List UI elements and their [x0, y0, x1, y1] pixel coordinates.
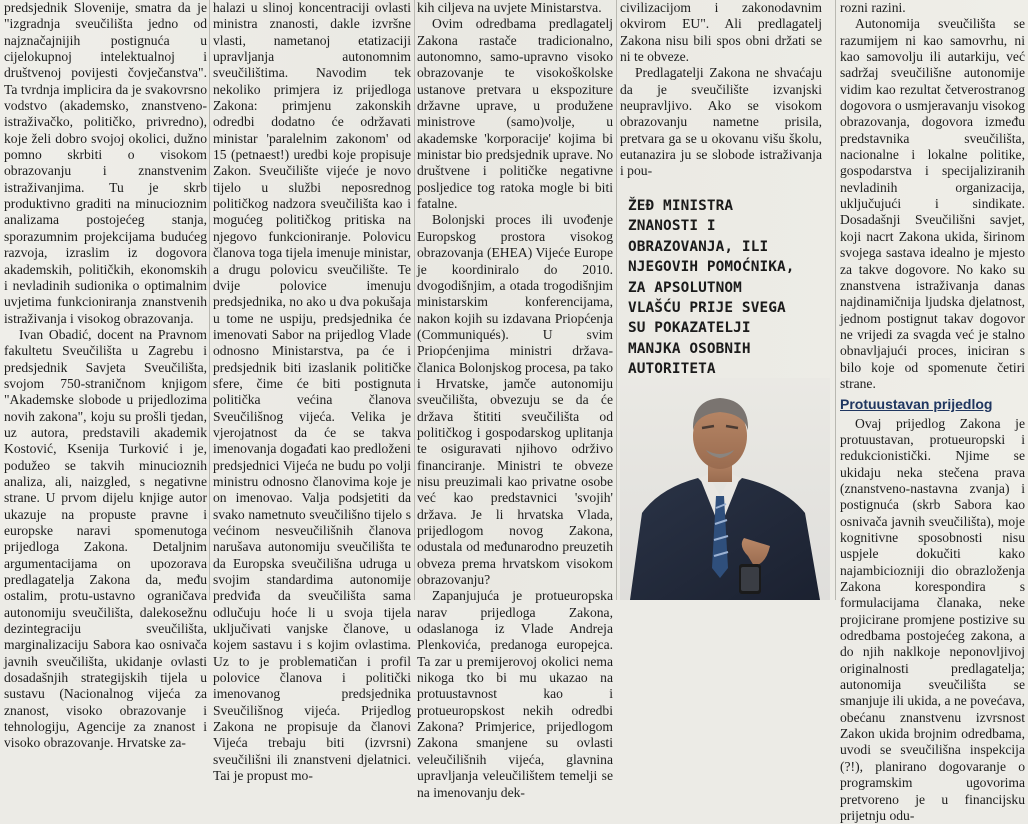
paragraph: rozni razini. — [840, 0, 906, 15]
column-divider — [414, 0, 415, 600]
man-with-phone-illustration — [620, 378, 830, 600]
paragraph: Zapanjujuća je protueuropska narav prijedloga Zakona, odaslanoga iz Vlade Andreja Plenkovića, predanoga europejca. Ta zar u premijerovoj okolici nema nikoga tko bi mu ukazao na protuustavnost kao i protueuropskost nekih odredbi Zakona? Primjerice, prijedlogom Zakona smanjene su ovlasti veleučilišnih vijeća, glavnina upravljanja veleučilištem temelji se na imenovanju dek- — [417, 588, 613, 800]
paragraph: kih ciljeva na uvjete Ministarstva. — [417, 0, 602, 15]
article-column-4 — [620, 0, 822, 179]
paragraph: Ovim odredbama predlagatelj Zakona rastače tradicionalno, autonomno, samo-upravno visoko obrazovanje te visokoškolske ustanove pretvara u ekspoziture državne uprave, u produžene ministrove (samo)volje, u akademske 'korporacije' kojima bi ministar bio predsjednik uprave. No društvene i političke negativne posljedice tog ratoka mogle bi biti fatalne. — [417, 16, 613, 212]
pull-quote-line: OBRAZOVANJA, ILI — [628, 238, 769, 255]
article-column-5 — [840, 0, 1025, 823]
paragraph: Predlagatelji Zakona ne shvaćaju da je sveučilište izvanjski neupravljivo. Ako se visokom obrazovanju nametne prisila, pretvara ga se u okovanu višu školu, eutanazira ju se slobode istraživanja i pou- — [620, 65, 822, 179]
article-column-2 — [213, 0, 411, 784]
column-divider — [835, 0, 836, 600]
paragraph: civilizacijom i zakonodavnim okvirom EU". Ali predlagatelj Zakona nisu bili spos obni držati se ni te obveze. — [620, 0, 822, 65]
pull-quote-line: MANJKA OSOBNIH — [628, 340, 751, 357]
paragraph: Bolonjski proces ili uvođenje Europskog prostora visokog obrazovanja (EHEA) Vijeće Europe je koordiniralo do 2010. dvogodišnjim, a otada trogodišnjim ministarskim konferencijama, nakon kojih su izdavana Priopćenja (Communiqués). U svim Priopćenjima ministri država-članica Bolonjskog procesa, pa tako i Hrvatske, jamče autonomiju sveučilišta, obvezuju se da će država štititi sveučilišta od političkog i gospodarskog uplitanja te osiguravati njihovo održivo financiranje. Ministri te obveze nisu preuzimali kao privatne osobe već kao predstavnici 'svojih' država. Je li hrvatska Vlada, prijedlogom novog Zakona, odustala od međunarodno preuzetih obveza prema hrvatskom visokom obrazovanju? — [417, 212, 613, 588]
author-photo — [620, 378, 830, 600]
paragraph: Autonomija sveučilišta se razumijem ni kao samovrhu, ni kao samovolju ili autarkiju, već sadržaj sveučilišne autonomije vidim kao rezultat četverostranog dogovora o usmjeravanju visokog obrazovanja, dogovora između predstavnika sveučilišta, nacionalne i lokalne politike, gospodarstva i specijaliziranih nevladinih organizacija, uključujući i sindikate. Dosadašnji Sveučilišni savjet, koji nacrt Zakona ukida, širinom svojega sastava idealno je mjesto za takve dogovore. No kako su znanstvena istraživanja danas najdinamičnija ljudska djelatnost, jednom postignut takav dogovor ne vrijedi za svagda već je stalno obnavljajući proces, iniciran s bilo koje od spomenute četiri strane. — [840, 16, 1025, 391]
paragraph: predsjednik Slovenije, smatra da je "izgradnja sveučilišta jedno od najznačajnijih postignuća u cijelokupnoj intelektualnoj i društvenoj povijesti čovječanstva". Ta tvrdnja implicira da je svakovrsno vodstvo (akademsko, znanstveno-istraživačko, političko, privredno), koje želi dobro svojoj okolici, dužno pomno skrbiti o visokom obrazovanju i znanstvenim istraživanjima. Tu je skrb produktivno graditi na minucioznim analizama postojećeg stanja, sporazumnim projekcijama budućeg razvoja, izraslim iz dogovora akademskih, političkih, ekonomskih i nevladinih sudionika o optimalnim uvjetima funkcioniranja znanstvenih istraživanja i visokog obrazovanja. — [4, 0, 207, 326]
pull-quote-line: ZA APSOLUTNOM — [628, 279, 742, 296]
pull-quote-line: SU POKAZATELJI — [628, 320, 751, 337]
pull-quote-line: VLAŠĆU PRIJE SVEGA — [628, 300, 786, 317]
paragraph: halazi u slinoj koncentraciji ovlasti ministra znanosti, dakle izvršne vlasti, nametanoj etatizaciji upravljanja autonomnim sveučilištima. Navodim tek nekoliko primjera iz prijedloga Zakona: primjenu zakonskih odredbi dodatno će održavati ministar 'paralelnim zakonom' od 15 (petnaest!) uredbi koje propisuje Zakon. Sveučilište vijeće je novo tijelo u službi neposrednog političkog nadzora sveučilišta kao i mogućeg političkog pritiska na njegovo funkcioniranje. Polovicu članova toga tijela imenuje ministar, a drugu polovicu sveučilište. Te dvije polovice imenuju predsjednika, no ako u dva pokušaja u tome ne uspiju, predsjednika će imenovati Sabor na prijedlog Vlade odnosno Ministarstva, pa će i predsjednik biti izaslanik političke sfere, čime će biti postignuta politička većina članova Sveučilišnog vijeća. Velika je vjerojatnost da će se takva imenovanja događati kao predloženi predsjednici Vijeća ne budu po volji ministru odnosno članovima koje je on imenovao. Valja podsjetiti da svako nametnuto sveučilišno tijelo s većinom nesveučilišnih članova narušava autonomiju sveučilišta te da Europska sveučilišna udruga u svojim standardima autonomije predviđa da sveučilišta sama odlučuju hoće li u svoja tijela uključivati vanjske članove, u kojem sastavu i s kojim ovlastima. Uz to je problematičan i profil polovice članova i politički imenovanog predsjednika Sveučilišnog vijeća. Prijedlog Zakona ne propisuje da članovi Vijeća trebaju biti (izvrsni) sveučilišni ili znanstveni djelatnici. Tai je propust mo- — [213, 0, 411, 784]
pull-quote-line: NJEGOVIH POMOĆNIKA, — [628, 259, 795, 276]
bleed-through-text — [620, 138, 822, 190]
paragraph: Ovaj prijedlog Zakona je protuustavan, protueuropski i redukcionistički. Njime se ukidaju neka stečena prava (znanstveno-nastavna zvanja) i postignuća (skrb Sabora kao osnivača javnih sveučilišta), moje kognitivne sposobnosti nisu uspjele dokučiti kako najambiciozniji dio obrazloženja Zakona korespondira s formulacijama članaka, neke projicirane promjene postizive su odredbama postojećeg zakona, a do njih naklkoje neponovljivoj originalnosti predlagatelja; autonomija sveučilišta se smanjuje ili ukida, a ne povećava, obećanu znanstvenu izvrsnost Zakon ukida brojnim odredbama, uvodi se sveučilišna inspekcija (?!), planirano dogovaranje o programskim ugovorima pretvoreno je u financijsku prijetnju odu- — [840, 415, 1025, 823]
paragraph: Ivan Obadić, docent na Pravnom fakultetu Sveučilišta u Zagrebu i predsjednik Savjeta Sveučilišta, svojom 750-straničnom knjigom "Akademske slobode u prijedlozima novih zakona", koju su prošli tjedan, uz autora, predstavili akademik Kostović, Ksenija Turković i je, podužeo se takvih minucioznih analiza, ali, naizgled, s negativne strane. U prvom dijelu knjige autor ukazuje na propuste pravne i europske naravi spomenutoga prijedloga Zakona. Detaljnim argumentacijama on upozorava predlagatelja Zakona da, među ostalim, protu-ustavno ograničava autonomiju sveučilišta, dalekosežnu dezintegraciju sveučilišta, marginalizaciju Sabora kao osnivača javnih sveučilišta, ukidanje ovlasti dosadašnjih strategijskih tijela u sustavu (Nacionalnog vijeća za znanost, visoko obrazovanje i tehnologiju, Agencije za znanost i visoko obrazovanje. Hrvatske za- — [4, 326, 207, 751]
column-divider — [616, 0, 617, 600]
section-subheading: Protuustavan prijedlog — [840, 396, 993, 413]
article-column-1 — [4, 0, 207, 751]
pull-quote — [628, 196, 818, 380]
article-column-3 — [417, 0, 613, 800]
pull-quote-line: ŽEĐ MINISTRA — [628, 198, 734, 214]
pull-quote-line: AUTORITETA — [628, 361, 716, 378]
pull-quote-line: ZNANOSTI I — [628, 218, 716, 235]
column-divider — [209, 0, 210, 600]
